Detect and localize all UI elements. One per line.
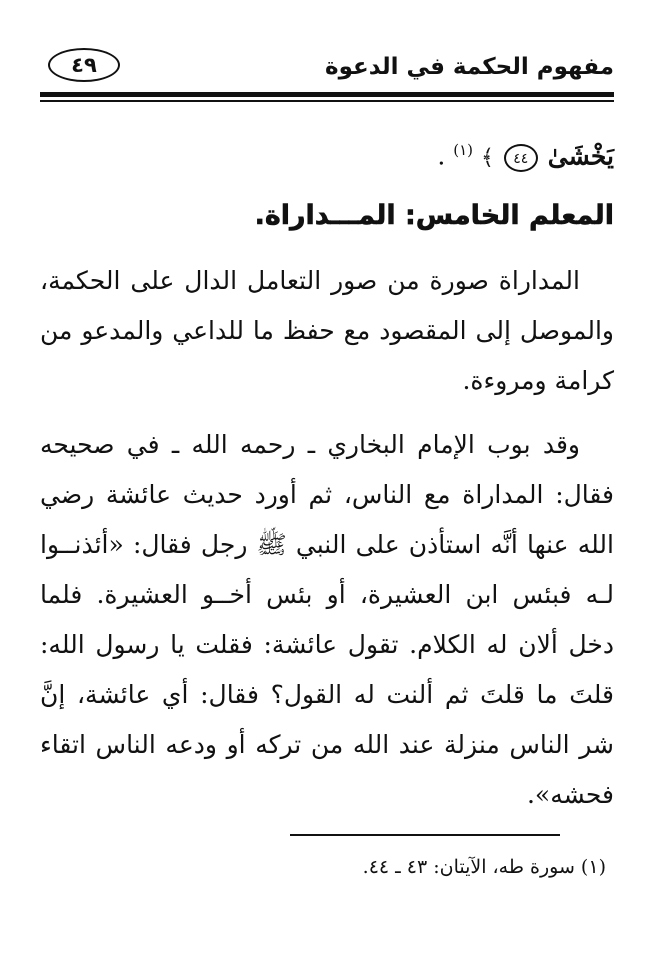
header-rule-thick (40, 92, 614, 97)
paragraph-2: وقد بوب الإمام البخاري ـ رحمه الله ـ في صحيحه فقال: المداراة مع الناس، ثم أورد حديث عائشة رضي الله عنها أنَّه استأذن على النبي ﷺ رجل فقال: «أئذنــوا لـه فبئس ابن العشيرة، أو بئس أخــو العشيرة. فلما دخل ألان له الكلام. تقول عائشة: فقلت يا رسول الله: قلتَ ما قلتَ ثم ألنت له القول؟ فقال: أي عائشة، إنَّ شر الناس منزلة عند الله من تركه أو ودعه الناس اتقاء فحشه». (40, 430, 614, 809)
footnote-1: (١) سورة طه، الآيتان: ٤٣ ـ ٤٤. (362, 856, 606, 878)
ayah-number-badge: ٤٤ (504, 144, 538, 172)
section-heading: المعلم الخامس: المـــداراة. (254, 200, 614, 231)
running-title: مفهوم الحكمة في الدعوة (325, 54, 614, 80)
header-rule-thin (40, 100, 614, 102)
verse-word: يَخْشَىٰ (547, 141, 614, 171)
page-header (40, 40, 614, 102)
verse-end-mark: . (437, 141, 446, 171)
page-number: ٤٩ (48, 48, 120, 82)
verse-close-bracket: ﴾ (480, 145, 494, 171)
paragraph-1: المداراة صورة من صور التعامل الدال على الحكمة، والموصل إلى المقصود مع حفظ ما للداعي والمدعو من كرامة ومروءة. (40, 266, 614, 395)
quran-verse-fragment (40, 118, 614, 182)
page-body (40, 118, 614, 820)
footnote-reference: (١) (453, 141, 473, 159)
footnote-separator (290, 834, 560, 836)
